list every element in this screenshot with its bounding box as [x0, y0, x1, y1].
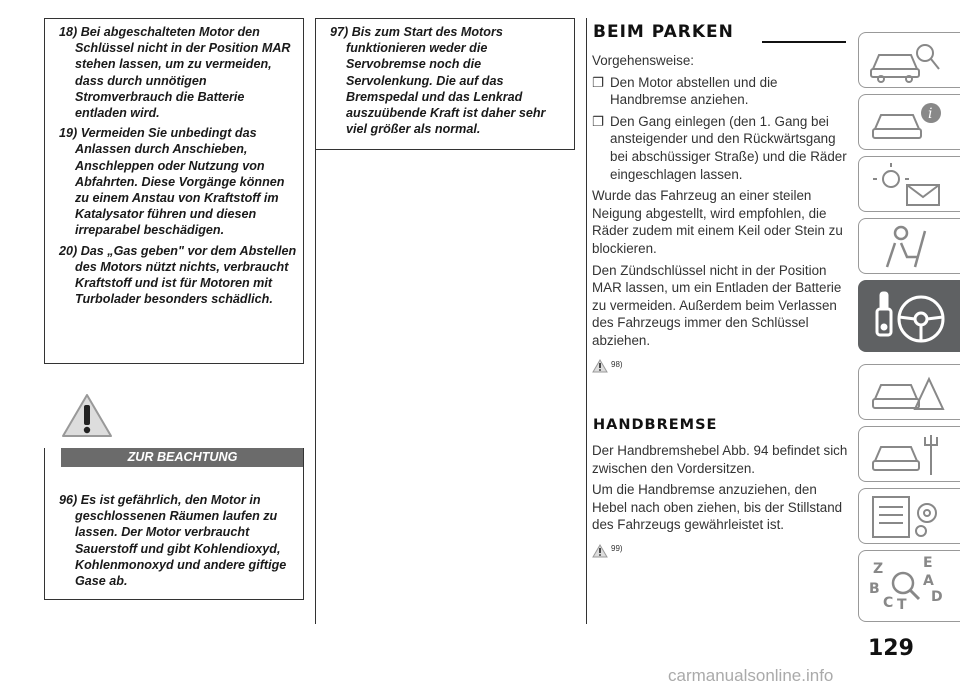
parking-para-1: Wurde das Fahrzeug an einer steilen Neigung abgestellt, wird empfohlen, die Räder zudem mit einem Keil oder Stein zu blockieren. [592, 188, 843, 256]
index-letter: E [923, 555, 933, 571]
airbag-person-icon [867, 223, 947, 271]
note-97: 97) Bis zum Start des Motors funktionieren weder die Servobremse noch die Servolenkung. Die auf das Bremspedal und das Lenkrad auszuübende Kraft ist daher sehr viel größer als normal. [330, 25, 546, 137]
index-letter: A [923, 573, 934, 589]
tab-emergency[interactable] [858, 364, 960, 420]
parking-para-2: Den Zündschlüssel nicht in der Position MAR lassen, um ein Entladen der Batterie zu vermeiden. Außerdem beim Verlassen des Fahrzeugs immer den Schlüssel abziehen. [592, 262, 842, 348]
tab-starting-driving[interactable] [858, 280, 960, 352]
specs-gear-icon [867, 493, 947, 541]
parking-warning-ref: 98) [592, 356, 852, 374]
page-number: 129 [868, 636, 914, 661]
warning-box [44, 448, 304, 600]
car-info-icon [867, 99, 947, 147]
section-heading-handbremse: HANDBREMSE [593, 417, 718, 433]
svg-text:i: i [928, 106, 933, 122]
notes-box-2 [316, 18, 575, 150]
parking-text [592, 52, 852, 383]
handbrake-para-2: Um die Handbremse anzuziehen, den Hebel nach oben ziehen, bis der Stillstand des Fahrzeugs gewährleistet ist. [592, 482, 843, 533]
watermark: carmanualsonline.info [668, 666, 834, 685]
tab-dashboard[interactable] [858, 32, 960, 88]
key-steering-wheel-icon [867, 285, 951, 349]
parking-intro: Vorgehensweise: [592, 53, 694, 68]
notes-box-1 [44, 18, 304, 364]
light-envelope-icon [867, 161, 947, 209]
tab-safety[interactable] [858, 218, 960, 274]
column-divider-2 [586, 18, 587, 624]
note-96: 96) Es ist gefährlich, den Motor in geschlossenen Räumen laufen zu lassen. Der Motor verbraucht Sauerstoff und gibt Kohlendioxyd, Kohlenmonoxyd und andere giftige Gase ab. [59, 493, 287, 589]
index-letter: T [897, 597, 907, 613]
handbrake-para-1: Der Handbremshebel Abb. 94 befindet sich zwischen den Vordersitzen. [592, 443, 848, 476]
index-letter: B [869, 581, 880, 597]
parking-bullet-1: ❐ Den Motor abstellen und die Handbremse anziehen. [592, 74, 778, 108]
small-warning-icon [592, 359, 608, 373]
note-20: 20) Das „Gas geben" vor dem Abstellen des Motors nützt nichts, verbraucht Kraftstoff und ist für Motoren mit Turbolader besonders schädlich. [59, 243, 297, 307]
tab-lights[interactable] [858, 156, 960, 212]
warning-title-bar: ZUR BEACHTUNG [61, 448, 304, 467]
warning-triangle-icon [60, 392, 114, 440]
car-wrench-icon [867, 431, 947, 479]
warning-car-icon [867, 369, 947, 417]
tab-technical-data[interactable] [858, 488, 960, 544]
parking-bullet-2: ❐ Den Gang einlegen (den 1. Gang bei ansteigender und den Rückwärtsgang bei abschüssiger Straße) und die Räder eingeschlagen lassen. [592, 113, 847, 182]
small-warning-icon [592, 544, 608, 558]
section-heading-parken: BEIM PARKEN [593, 22, 734, 42]
alphabet-index-icon [867, 555, 951, 619]
index-letter: Z [873, 561, 884, 577]
index-letter: C [883, 595, 894, 611]
tab-maintenance[interactable] [858, 426, 960, 482]
tab-car-info[interactable] [858, 94, 960, 150]
note-18: 18) Bei abgeschalteten Motor den Schlüssel nicht in der Position MAR stehen lassen, um zu vermeiden, dass durch unnötigen Stromverbrauch die Batterie entladen wird. [59, 25, 291, 121]
handbrake-text [592, 442, 852, 568]
index-letter: D [931, 589, 943, 605]
tab-index[interactable] [858, 550, 960, 622]
dashboard-car-icon [867, 37, 947, 85]
note-19: 19) Vermeiden Sie unbedingt das Anlassen durch Anschieben, Anschleppen oder Nutzung von Abfahrten. Diese Vorgänge können zu einem Anstau von Kraftstoff im Katalysator führen und diesen irreparabel beschädigen. [59, 126, 285, 238]
heading-rule [762, 41, 846, 43]
handbrake-warning-ref: 99) [592, 540, 852, 558]
